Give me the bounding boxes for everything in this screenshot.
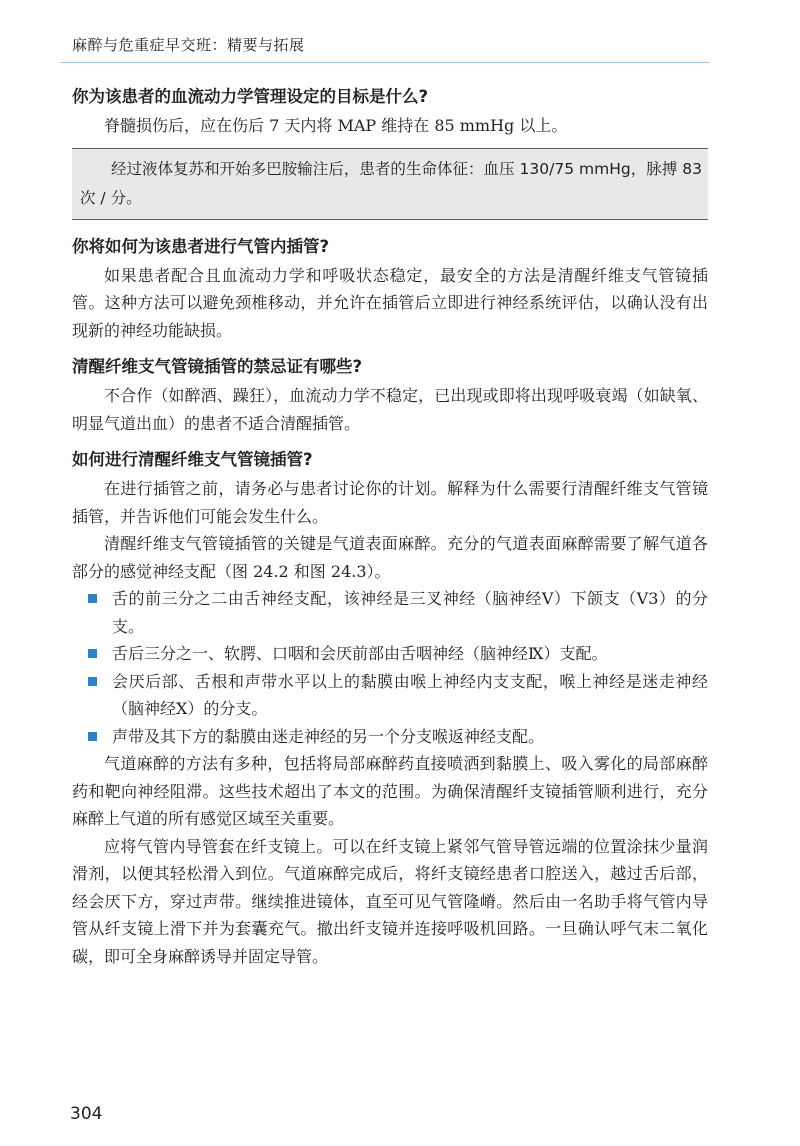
page-body <box>72 82 708 970</box>
list-item-text: 舌的前三分之二由舌神经支配，该神经是三叉神经（脑神经Ⅴ）下颌支（V3）的分支。 <box>112 589 708 636</box>
question-heading-goal: 你为该患者的血流动力学管理设定的目标是什么? <box>72 87 429 106</box>
paragraph: 不合作（如醉酒、躁狂），血流动力学不稳定，已出现或即将出现呼吸衰竭（如缺氧、明显气道出血）的患者不适合清醒插管。 <box>72 386 708 433</box>
header-rule <box>60 62 710 63</box>
case-update-box <box>72 148 708 220</box>
list-item-text: 声带及其下方的黏膜由迷走神经的另一个分支喉返神经支配。 <box>112 726 545 746</box>
list-item <box>112 723 708 751</box>
innervation-list <box>72 585 708 750</box>
paragraph: 应将气管内导管套在纤支镜上。可以在纤支镜上紧邻气管导管远端的位置涂抹少量润滑剂，以便其轻松滑入到位。气道麻醉完成后，将纤支镜经患者口腔送入，越过舌后部，经会厌下方，穿过声带。继续推进镜体，直至可见气管隆嵴。然后由一名助手将气管内导管从纤支镜上滑下并为套囊充气。撤出纤支镜并连接呼吸机回路。一旦确认呼气末二氧化碳，即可全身麻醉诱导并固定导管。 <box>72 836 708 966</box>
list-item <box>112 585 708 640</box>
question-heading-intubation: 你将如何为该患者进行气管内插管? <box>72 236 330 256</box>
square-bullet-icon <box>88 649 97 658</box>
question-heading-contraindications: 清醒纤维支气管镜插管的禁忌证有哪些? <box>72 357 363 376</box>
paragraph: 气道麻醉的方法有多种，包括将局部麻醉药直接喷洒到黏膜上、吸入雾化的局部麻醉药和靶向神经阻滞。这些技术超出了本文的范围。为确保清醒纤支镜插管顺利进行，充分麻醉上气道的所有感觉区域至关重要。 <box>72 754 708 828</box>
list-item-text: 会厌后部、舌根和声带水平以上的黏膜由喉上神经内支支配，喉上神经是迷走神经（脑神经Ⅹ）的分支。 <box>112 671 708 718</box>
list-item-text: 舌后三分之一、软腭、口咽和会厌前部由舌咽神经（脑神经Ⅸ）支配。 <box>112 644 608 663</box>
question-heading-procedure: 如何进行清醒纤维支气管镜插管? <box>72 450 313 469</box>
square-bullet-icon <box>88 732 97 741</box>
paragraph: 清醒纤维支气管镜插管的关键是气道表面麻醉。充分的气道表面麻醉需要了解气道各部分的感觉神经支配（图 24.2 和图 24.3）。 <box>72 534 708 581</box>
paragraph: 在进行插管之前，请务必与患者讨论你的计划。解释为什么需要行清醒纤维支气管镜插管，并告诉他们可能会发生什么。 <box>72 479 708 526</box>
paragraph: 如果患者配合且血流动力学和呼吸状态稳定，最安全的方法是清醒纤维支气管镜插管。这种方法可以避免颈椎移动，并允许在插管后立即进行神经系统评估，以确认没有出现新的神经功能缺损。 <box>72 265 708 340</box>
page-number: 304 <box>70 1104 103 1124</box>
case-update-text: 经过液体复苏和开始多巴胺输注后，患者的生命体征：血压 130/75 mmHg，脉搏 83 次 / 分。 <box>80 159 702 207</box>
square-bullet-icon <box>88 594 97 603</box>
list-item <box>112 668 708 723</box>
list-item <box>112 640 708 668</box>
paragraph: 脊髓损伤后，应在伤后 7 天内将 MAP 维持在 85 mmHg 以上。 <box>104 116 568 135</box>
square-bullet-icon <box>88 677 97 686</box>
running-title: 麻醉与危重症早交班：精要与拓展 <box>72 36 305 54</box>
